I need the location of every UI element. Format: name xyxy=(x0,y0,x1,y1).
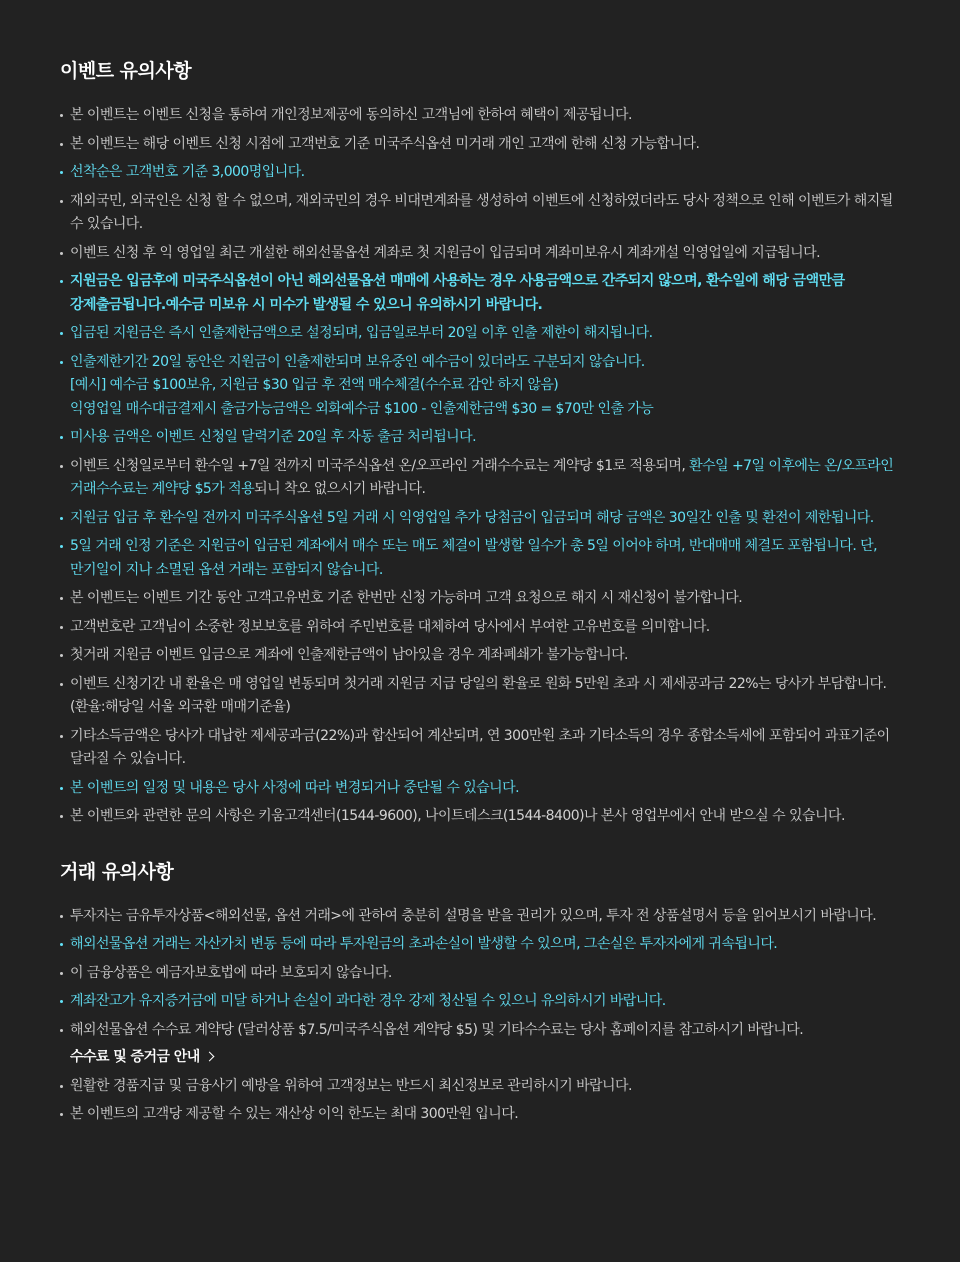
withdrawal-limit-text: 인출제한기간 20일 동안은 지원금이 인출제한되며 보유중인 예수금이 있더라도 구분되지 않습니다. xyxy=(70,353,645,370)
example-text: [예시] 예수금 $100보유, 지원금 $30 입금 후 전액 매수체결(수수료 감안 하지 않음) xyxy=(70,377,559,393)
list-item: 해외선물옵션 거래는 자산가치 변동 등에 따라 투자원금의 초과손실이 발생할 수 있으며, 그손실은 투자자에게 귀속됩니다. xyxy=(60,933,900,957)
chevron-right-icon xyxy=(204,1052,214,1062)
fee-highlight-text: 환수일 +7일 이후에는 온/오프라인 거래수수료는 계약당 $5가 적용 xyxy=(70,457,894,497)
list-item: 이 금융상품은 예금자보호법에 따라 보호되지 않습니다. xyxy=(60,962,900,986)
example-calc-text: 익영업일 매수대금결제시 출금가능금액은 외화예수금 $100 - 인출제한금액 $30 = $70만 인출 가능 xyxy=(70,400,654,417)
list-item xyxy=(60,351,900,422)
list-item: 본 이벤트는 이벤트 기간 동안 고객고유번호 기준 한번만 신청 가능하며 고객 요청으로 해지 시 재신청이 불가합니다. xyxy=(60,587,900,611)
trade-notice-title: 거래 유의사항 xyxy=(60,860,174,883)
list-item: 원활한 경품지급 및 금융사기 예방을 위하여 고객정보는 반드시 최신정보로 관리하시기 바랍니다. xyxy=(60,1075,900,1099)
list-item: 본 이벤트의 고객당 제공할 수 있는 재산상 이익 한도는 최대 300만원 입니다. xyxy=(60,1103,900,1127)
list-item: 계좌잔고가 유지증거금에 미달 하거나 손실이 과다한 경우 강제 청산될 수 있으니 유의하시기 바랍니다. xyxy=(60,990,900,1014)
list-item: 이벤트 신청기간 내 환율은 매 영업일 변동되며 첫거래 지원금 지급 당일의 환율로 원화 5만원 초과 시 제세공과금 22%는 당사가 부담합니다. (환율:해당일 서울 외국환 매매기준율) xyxy=(60,673,900,720)
event-notice-list xyxy=(60,104,900,829)
list-item: 5일 거래 인정 기준은 지원금이 입금된 계좌에서 매수 또는 매도 체결이 발생할 일수가 총 5일 이어야 하며, 반대매매 체결도 포함됩니다. 단, 만기일이 지나 소멸된 옵션 거래는 포함되지 않습니다. xyxy=(60,535,900,582)
list-item: 재외국민, 외국인은 신청 할 수 없으며, 재외국민의 경우 비대면계좌를 생성하여 이벤트에 신청하였더라도 당사 정책으로 인해 이벤트가 해지될 수 있습니다. xyxy=(60,190,900,237)
list-item: 선착순은 고객번호 기준 3,000명입니다. xyxy=(60,161,900,185)
list-item: 지원금 입금 후 환수일 전까지 미국주식옵션 5일 거래 시 익영업일 추가 당첨금이 입금되며 해당 금액은 30일간 인출 및 환전이 제한됩니다. xyxy=(60,507,900,531)
list-item: 첫거래 지원금 이벤트 입금으로 계좌에 인출제한금액이 남아있을 경우 계좌폐쇄가 불가능합니다. xyxy=(60,644,900,668)
fee-normal-text: 이벤트 신청일로부터 환수일 +7일 전까지 미국주식옵션 온/오프라인 거래수수료는 계약당 $1로 적용되며, xyxy=(70,457,690,474)
list-item: 이벤트 신청 후 익 영업일 최근 개설한 해외선물옵션 계좌로 첫 지원금이 입금되며 계좌미보유시 계좌개설 익영업일에 지급됩니다. xyxy=(60,242,900,266)
list-item: 본 이벤트는 이벤트 신청을 통하여 개인정보제공에 동의하신 고객님에 한하여 혜택이 제공됩니다. xyxy=(60,104,900,128)
list-item xyxy=(60,1019,900,1070)
list-item: 본 이벤트는 해당 이벤트 신청 시점에 고객번호 기준 미국주식옵션 미거래 개인 고객에 한해 신청 가능합니다. xyxy=(60,133,900,157)
list-item: 본 이벤트의 일정 및 내용은 당사 사정에 따라 변경되거나 중단될 수 있습니다. xyxy=(60,777,900,801)
event-notice-title: 이벤트 유의사항 xyxy=(60,60,192,82)
trade-notice-list xyxy=(60,905,900,1127)
fee-tail-text: 되니 착오 없으시기 바랍니다. xyxy=(254,481,426,497)
list-item: 지원금은 입금후에 미국주식옵션이 아닌 해외선물옵션 매매에 사용하는 경우 사용금액으로 간주되지 않으며, 환수일에 해당 금액만큼 강제출금됩니다.예수금 미보유 시 미수가 발생될 수 있으니 유의하시기 바랍니다. xyxy=(60,270,900,317)
fee-margin-link-label: 수수료 및 증거금 안내 xyxy=(70,1049,200,1065)
list-item: 본 이벤트와 관련한 문의 사항은 키움고객센터(1544-9600), 나이트데스크(1544-8400)나 본사 영업부에서 안내 받으실 수 있습니다. xyxy=(60,805,900,829)
list-item: 투자자는 금유투자상품<해외선물, 옵션 거래>에 관하여 충분히 설명을 받을 권리가 있으며, 투자 전 상품설명서 등을 읽어보시기 바랍니다. xyxy=(60,905,900,929)
list-item: 입금된 지원금은 즉시 인출제한금액으로 설정되며, 입금일로부터 20일 이후 인출 제한이 해지됩니다. xyxy=(60,322,900,346)
fee-info-text: 해외선물옵션 수수료 계약당 (달러상품 $7.5/미국주식옵션 계약당 $5) 및 기타수수료는 당사 홈페이지를 참고하시기 바랍니다. xyxy=(70,1021,804,1038)
list-item xyxy=(60,455,900,502)
list-item: 미사용 금액은 이벤트 신청일 달력기준 20일 후 자동 출금 처리됩니다. xyxy=(60,426,900,450)
list-item: 기타소득금액은 당사가 대납한 제세공과금(22%)과 합산되어 계산되며, 연 300만원 초과 기타소득의 경우 종합소득세에 포함되어 과표기준이 달라질 수 있습니다. xyxy=(60,725,900,772)
list-item: 고객번호란 고객님이 소중한 정보보호를 위하여 주민번호를 대체하여 당사에서 부여한 고유번호를 의미합니다. xyxy=(60,616,900,640)
fee-margin-link[interactable] xyxy=(70,1046,900,1070)
